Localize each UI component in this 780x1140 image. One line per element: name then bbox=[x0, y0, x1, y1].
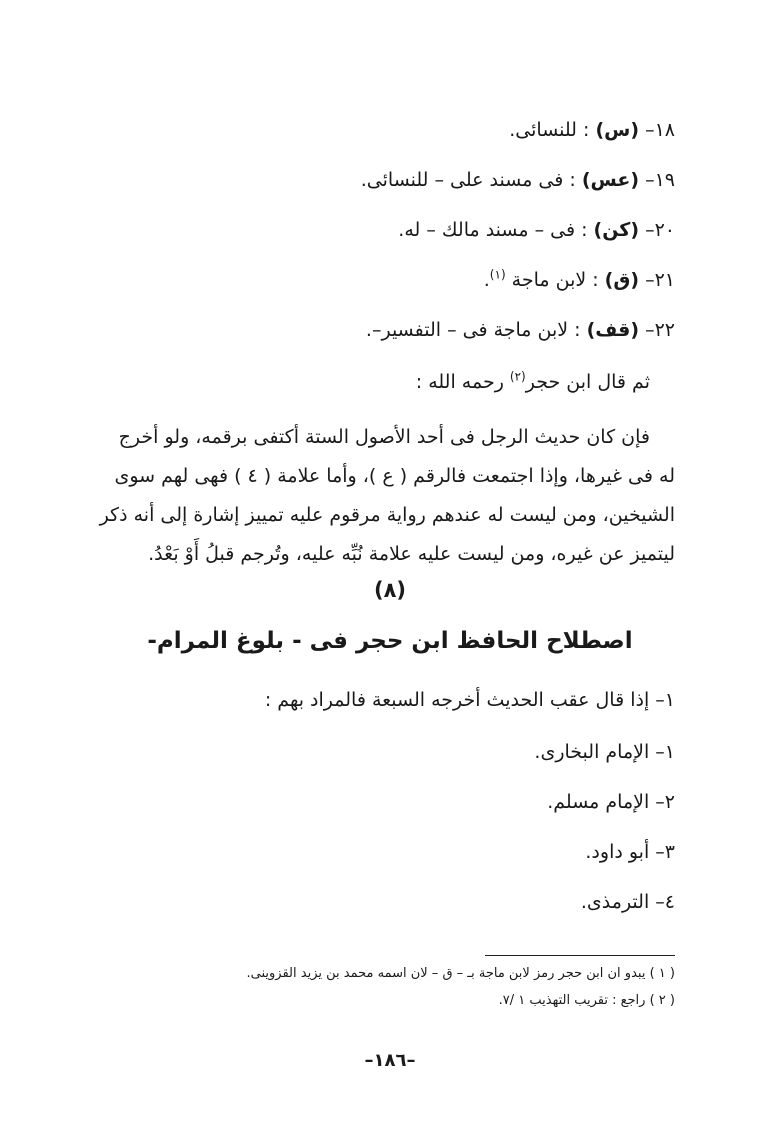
intro-text: ثم قال ابن حجر bbox=[525, 371, 650, 393]
line-number: ٢٠– bbox=[639, 219, 675, 241]
paragraph-line: له فى غيرها، وإذا اجتمعت فالرقم ( ع )، وأما علامة ( ٤ ) فهى لهم سوى bbox=[114, 465, 675, 487]
quote-intro bbox=[60, 370, 650, 394]
abbrev-line-20 bbox=[60, 218, 675, 242]
abbrev-line-18 bbox=[60, 118, 675, 142]
abbrev-code: (عس) bbox=[581, 169, 640, 191]
paragraph-line: فإن كان حديث الرجل فى أحد الأصول الستة أكتفى برقمه، ولو أخرج bbox=[118, 426, 650, 448]
line-number: ٢١– bbox=[639, 269, 675, 291]
line-text: : فى – مسند مالك – له. bbox=[398, 219, 594, 241]
line-number: ٢٢– bbox=[639, 319, 675, 341]
footnote-separator bbox=[485, 955, 675, 956]
intro-text-end: رحمه الله : bbox=[415, 371, 510, 393]
footnote-marker: (١) bbox=[489, 267, 506, 282]
footnote-marker: (٢) bbox=[509, 369, 526, 384]
line-text: : فى مسند على – للنسائى. bbox=[360, 169, 582, 191]
line-end: . bbox=[483, 269, 490, 291]
line-text: : للنسائى. bbox=[509, 119, 596, 141]
quote-paragraph bbox=[65, 418, 675, 574]
list-intro: ١– إذا قال عقب الحديث أخرجه السبعة فالمراد بهم : bbox=[264, 689, 675, 711]
abbrev-code: (س) bbox=[595, 119, 640, 141]
abbrev-code: (كن) bbox=[593, 219, 640, 241]
paragraph-line: ليتميز عن غيره، ومن ليست عليه علامة نُبِّه عليه، وتُرجم قبلُ أَوْ بَعْدُ. bbox=[148, 543, 675, 565]
list-item: ١– الإمام البخارى. bbox=[534, 741, 675, 763]
abbrev-code: (قف) bbox=[586, 319, 640, 341]
page-number: –١٨٦– bbox=[364, 1050, 416, 1071]
abbrev-line-19 bbox=[60, 168, 675, 192]
line-text: : لابن ماجة bbox=[505, 269, 605, 291]
line-number: ١٨– bbox=[639, 119, 675, 141]
list-item: ٤– الترمذى. bbox=[580, 891, 675, 913]
section-number: (٨) bbox=[373, 578, 407, 602]
section-title: اصطلاح الحافظ ابن حجر فى - بلوغ المرام- bbox=[147, 628, 633, 654]
abbrev-line-22 bbox=[60, 318, 675, 342]
abbrev-line-21 bbox=[60, 268, 675, 292]
list-item: ٣– أبو داود. bbox=[585, 841, 675, 863]
line-text: : لابن ماجة فى – التفسير–. bbox=[365, 319, 587, 341]
abbrev-code: (ق) bbox=[604, 269, 640, 291]
footnote-1: ( ١ ) يبدو ان ابن حجر رمز لابن ماجة بـ – ق – لان اسمه محمد بن يزيد القزوينى. bbox=[246, 966, 675, 981]
paragraph-line: الشيخين، ومن ليست له عندهم رواية مرقوم عليه تمييز إشارة إلى أنه ذكر bbox=[99, 504, 675, 526]
footnote-2: ( ٢ ) راجع : تقريب التهذيب ١ /٧. bbox=[498, 993, 675, 1008]
list-item: ٢– الإمام مسلم. bbox=[547, 791, 675, 813]
line-number: ١٩– bbox=[639, 169, 675, 191]
